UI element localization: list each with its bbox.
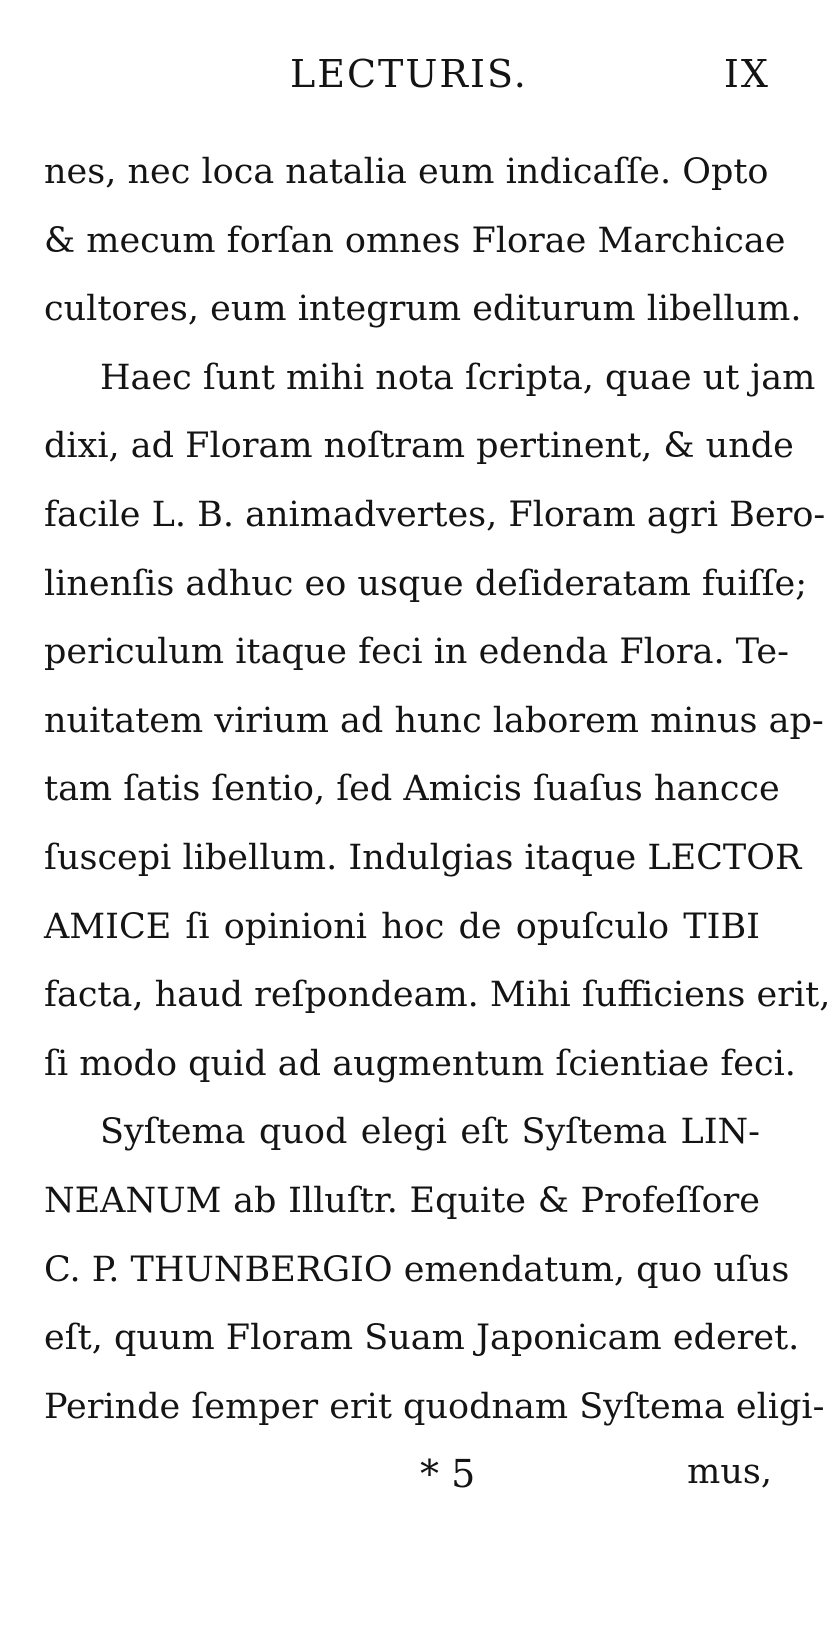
running-head — [290, 52, 770, 102]
page-number: IX — [723, 52, 770, 96]
text-line: tam ſatis ſentio, ſed Amicis ſuaſus hancce — [44, 769, 780, 810]
text-line: facta, haud reſpondeam. Mihi ſufficiens erit, — [44, 975, 830, 1016]
signature-mark: * 5 — [420, 1452, 476, 1496]
text-line: dixi, ad Floram noſtram pertinent, & unde — [44, 426, 794, 467]
text-line: nes, nec loca natalia eum indicaſſe. Opto — [44, 152, 769, 192]
text-line: cultores, eum integrum editurum libellum. — [44, 289, 802, 330]
text-line: ſi modo quid ad augmentum ſcientiae feci. — [44, 1043, 796, 1084]
text-line: AMICE ſi opinioni hoc de opuſculo TIBI — [44, 906, 760, 947]
text-line: eſt, quum Floram Suam Japonicam ederet. — [44, 1318, 800, 1359]
text-line: NEANUM ab Illuſtr. Equite & Profeſſore — [44, 1180, 760, 1221]
text-line: facile L. B. animadvertes, Floram agri Bero- — [44, 494, 826, 535]
text-line: & mecum forſan omnes Florae Marchicae — [44, 220, 786, 261]
catchword: mus, — [687, 1452, 772, 1492]
text-line: C. P. THUNBERGIO emendatum, quo uſus — [44, 1249, 790, 1290]
paragraph-start-line: Syſtema quod elegi eſt Syſtema LIN- — [100, 1112, 760, 1153]
text-line: ſuscepi libellum. Indulgias itaque LECTOR — [44, 837, 802, 878]
text-block — [44, 138, 830, 1441]
text-line: periculum itaque feci in edenda Flora. Te- — [44, 632, 789, 673]
paragraph-start-line: Haec ſunt mihi nota ſcripta, quae ut jam — [100, 357, 816, 398]
running-title: LECTURIS. — [290, 52, 528, 96]
text-line: Perinde ſemper erit quodnam Syſtema eligi- — [44, 1386, 825, 1427]
text-line: linenſis adhuc eo usque deſideratam fuiſſe; — [44, 563, 808, 604]
text-line: nuitatem virium ad hunc laborem minus ap- — [44, 700, 824, 741]
